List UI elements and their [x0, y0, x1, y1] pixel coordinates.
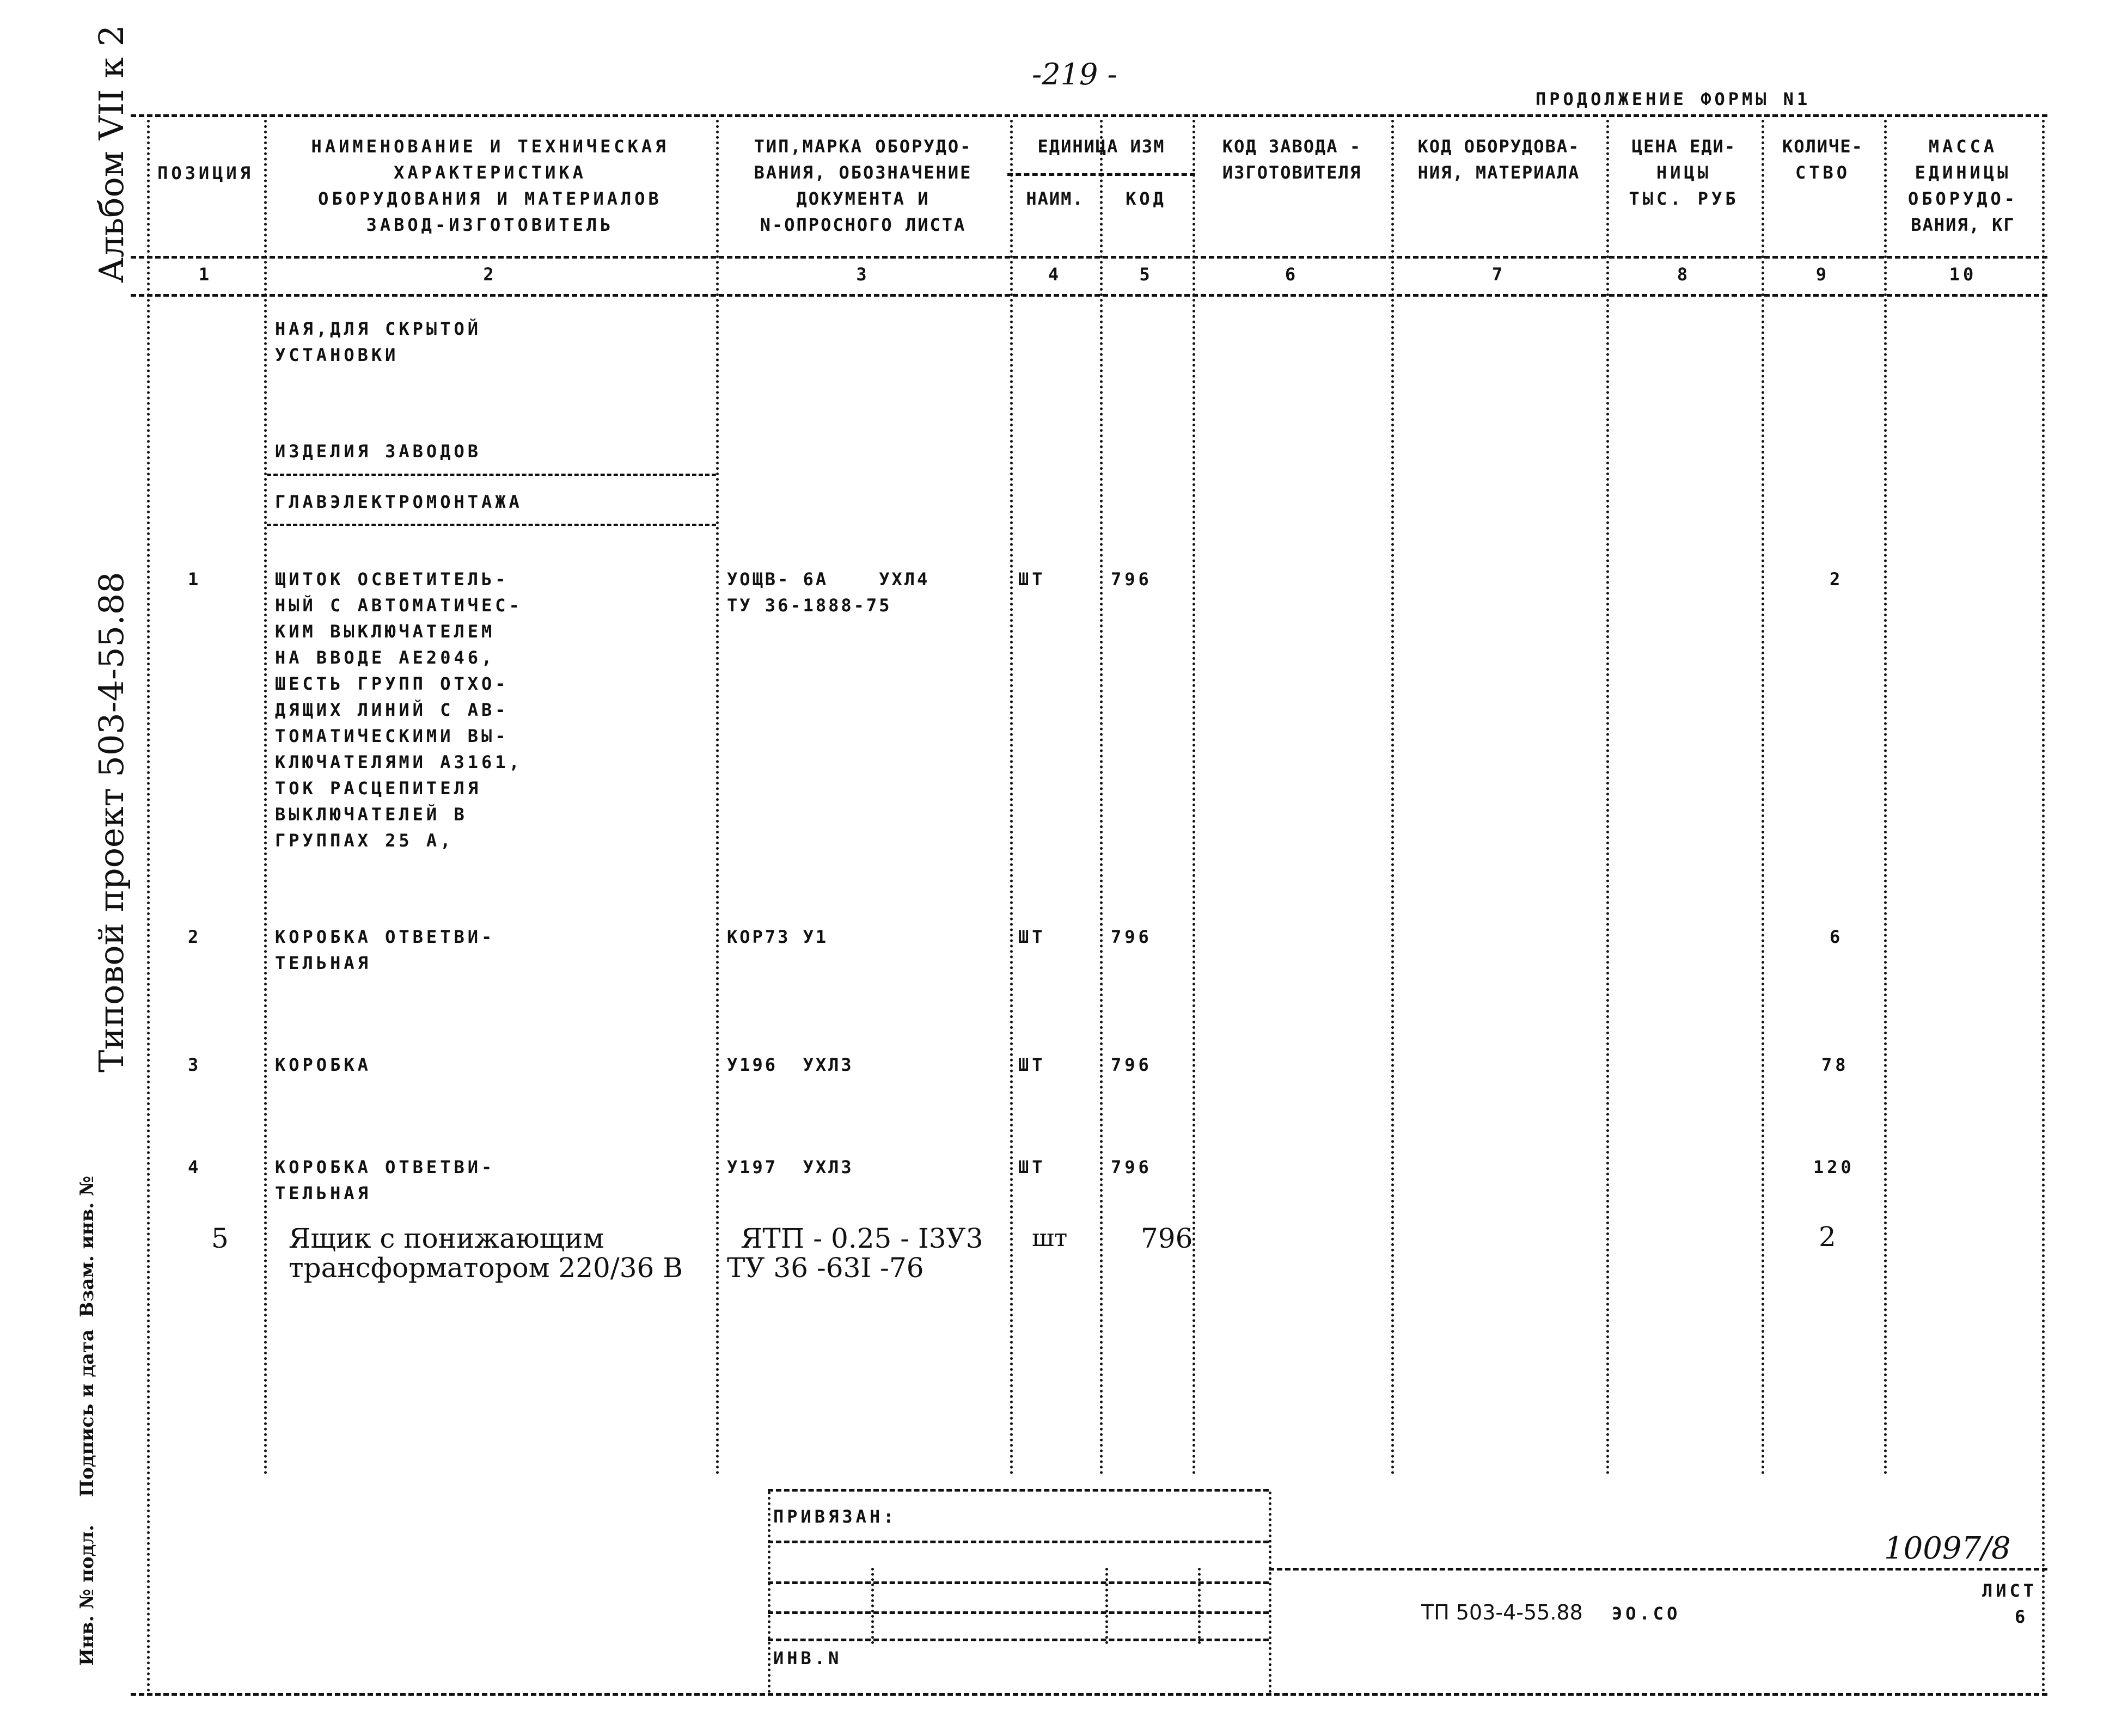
row-1-name-line8: КЛЮЧАТЕЛЯМИ А3161, — [275, 752, 523, 772]
row-5-qty: 2 — [1819, 1221, 1836, 1253]
section-heading-line2: ГЛАВЭЛЕКТРОМОНТАЖА — [275, 492, 523, 512]
section-heading-line1: ИЗДЕЛИЯ ЗАВОДОВ — [275, 441, 481, 462]
col-header-8-line3: ТЫС. РУБ — [1629, 188, 1739, 209]
row-2-name-line1: КОРОБКА ОТВЕТВИ- — [275, 927, 496, 947]
col-number-1: 1 — [198, 264, 213, 285]
col-header-6-line2: ИЗГОТОВИТЕЛЯ — [1222, 162, 1362, 183]
col-sep-3 — [1010, 120, 1013, 1475]
stamp-top-rule — [768, 1489, 1269, 1492]
col-number-3: 3 — [856, 264, 870, 285]
col-number-10: 10 — [1949, 264, 1977, 285]
row-3-code: 796 — [1111, 1054, 1152, 1075]
col-number-4: 4 — [1048, 264, 1062, 285]
col-header-3-line4: N-ОПРОСНОГО ЛИСТА — [760, 214, 967, 235]
row-4-name-line2: ТЕЛЬНАЯ — [275, 1183, 371, 1204]
col-sep-6 — [1391, 120, 1394, 1475]
col-header-7-line2: НИЯ, МАТЕРИАЛА — [1417, 162, 1580, 183]
row-1-name-line3: КИМ ВЫКЛЮЧАТЕЛЕМ — [275, 621, 496, 642]
col-header-8-line1: ЦЕНА ЕДИ- — [1631, 136, 1736, 157]
row-5-type-line2: ТУ 36 -63I -76 — [727, 1252, 924, 1284]
page-number: -219 - — [1032, 57, 1117, 91]
row-2-unit: ШТ — [1018, 927, 1046, 947]
col-number-5: 5 — [1139, 264, 1153, 285]
col-header-10-line4: ВАНИЯ, КГ — [1911, 214, 2015, 235]
intro-text-line2: УСТАНОВКИ — [275, 345, 399, 365]
row-1-unit: ШТ — [1018, 569, 1046, 590]
header-bottom-rule — [131, 256, 2047, 259]
col-sep-8 — [1762, 120, 1764, 1475]
col-number-6: 6 — [1285, 264, 1299, 285]
col-number-7: 7 — [1491, 264, 1506, 285]
section-rule-2 — [267, 524, 716, 526]
row-4-code: 796 — [1111, 1157, 1152, 1177]
stamp-rule-3 — [768, 1611, 1269, 1614]
col-number-8: 8 — [1677, 264, 1691, 285]
stamp-rule-4 — [768, 1639, 1269, 1641]
row-2-type: КОР73 У1 — [727, 927, 829, 947]
row-4-unit: ШТ — [1018, 1157, 1046, 1177]
stamp-doc-suffix: ЭО.СО — [1612, 1603, 1681, 1624]
stamp-rule-2 — [768, 1581, 1269, 1584]
row-1-name-line2: НЫЙ С АВТОМАТИЧЕС- — [275, 595, 523, 616]
col-sep-9 — [1884, 120, 1887, 1475]
col-number-9: 9 — [1815, 264, 1830, 285]
col-header-6-line1: КОД ЗАВОДА - — [1222, 136, 1362, 157]
row-1-position: 1 — [188, 569, 202, 590]
row-1-qty: 2 — [1830, 569, 1844, 590]
row-1-name-line1: ЩИТОК ОСВЕТИТЕЛЬ- — [275, 569, 509, 590]
col-header-8-line2: НИЦЫ — [1656, 162, 1712, 183]
col-header-9-line2: СТВО — [1795, 162, 1851, 183]
row-1-type-line1: УОЩВ- 6А УХЛ4 — [727, 569, 930, 590]
row-3-type: У196 УХЛ3 — [727, 1054, 854, 1075]
row-1-name-line9: ТОК РАСЦЕПИТЕЛЯ — [275, 778, 481, 799]
row-4-type: У197 УХЛ3 — [727, 1157, 854, 1177]
row-3-unit: ШТ — [1018, 1054, 1046, 1075]
continuation-title: ПРОДОЛЖЕНИЕ ФОРМЫ N1 — [1536, 89, 1811, 109]
col-sep-left — [147, 120, 150, 1693]
col-header-2-line2: ХАРАКТЕРИСТИКА — [394, 162, 586, 183]
col-sep-right — [2042, 120, 2045, 1693]
row-3-position: 3 — [188, 1054, 202, 1075]
row-1-code: 796 — [1111, 569, 1152, 590]
row-4-qty: 120 — [1813, 1157, 1855, 1177]
row-2-name-line2: ТЕЛЬНАЯ — [275, 953, 371, 973]
col-header-3-line2: ВАНИЯ, ОБОЗНАЧЕНИЕ — [754, 162, 973, 183]
col-header-3-line3: ДОКУМЕНТА И — [796, 188, 930, 209]
stamp-label-sign: Подпись и дата — [76, 1329, 98, 1497]
stamp-cell-sep-1 — [871, 1568, 874, 1644]
stamp-label-inv: Инв. № подл. — [76, 1524, 98, 1666]
stamp-cell-sep-2 — [1105, 1568, 1108, 1644]
stamp-right-rule — [1269, 1492, 1271, 1693]
row-4-name-line1: КОРОБКА ОТВЕТВИ- — [275, 1157, 496, 1177]
col-header-3-line1: ТИП,МАРКА ОБОРУДО- — [754, 136, 973, 157]
col-sep-4 — [1100, 120, 1103, 1475]
col-header-10-line3: ОБОРУДО- — [1907, 188, 2019, 209]
row-5-type-line1: ЯТП - 0.25 - I3У3 — [741, 1223, 983, 1254]
row-5-unit: шт — [1032, 1224, 1068, 1252]
stamp-archive-number: 10097/8 — [1884, 1531, 2011, 1566]
col-header-2-line3: ОБОРУДОВАНИЯ И МАТЕРИАЛОВ — [318, 188, 662, 209]
table-top-rule — [131, 114, 2047, 117]
project-label: Типовой проект 503-4-55.88 — [91, 572, 131, 1072]
stamp-doc-rule — [1269, 1568, 2047, 1571]
col-sep-1 — [264, 120, 267, 1475]
stamp-inv-label: ИНВ.N — [773, 1648, 842, 1668]
section-rule-1 — [267, 474, 716, 476]
intro-text-line1: НАЯ,ДЛЯ СКРЫТОЙ — [275, 318, 481, 339]
album-label: Альбом VII к 2 — [91, 24, 131, 283]
row-1-name-line6: ДЯЩИХ ЛИНИЙ С АВ- — [275, 700, 509, 720]
row-4-position: 4 — [188, 1157, 202, 1177]
stamp-label-replace: Взам. инв. № — [76, 1175, 98, 1317]
row-5-code: 796 — [1141, 1223, 1193, 1254]
row-1-type-line2: ТУ 36-1888-75 — [727, 595, 892, 616]
table-bottom-rule — [131, 1693, 2047, 1696]
col-number-2: 2 — [483, 264, 497, 285]
col-sep-5 — [1193, 120, 1195, 1475]
col-header-10-line1: МАССА — [1928, 136, 1998, 157]
row-1-name-line5: ШЕСТЬ ГРУПП ОТХО- — [275, 673, 509, 694]
col-sep-7 — [1606, 120, 1609, 1475]
col-header-2-line1: НАИМЕНОВАНИЕ И ТЕХНИЧЕСКАЯ — [311, 136, 669, 157]
row-2-code: 796 — [1111, 927, 1152, 947]
stamp-left-rule — [768, 1492, 770, 1693]
col-header-1: ПОЗИЦИЯ — [157, 163, 254, 183]
col-header-5: КОД — [1126, 188, 1167, 209]
stamp-cell-sep-3 — [1198, 1568, 1201, 1644]
stamp-rule-1 — [768, 1541, 1269, 1543]
colnum-bottom-rule — [131, 294, 2047, 297]
col-header-7-line1: КОД ОБОРУДОВА- — [1417, 136, 1580, 157]
row-3-name: КОРОБКА — [275, 1054, 371, 1075]
col-header-2-line4: ЗАВОД-ИЗГОТОВИТЕЛЬ — [366, 214, 614, 235]
col-sep-2 — [716, 120, 719, 1475]
col-header-4: НАИМ. — [1026, 188, 1084, 209]
stamp-bound-label: ПРИВЯЗАН: — [773, 1506, 897, 1527]
col-header-9-line1: КОЛИЧЕ- — [1782, 136, 1863, 157]
row-3-qty: 78 — [1821, 1054, 1849, 1075]
row-5-name-line1: Ящик с понижающим — [289, 1223, 604, 1254]
col-header-10-line2: ЕДИНИЦЫ — [1915, 162, 2011, 183]
stamp-sheet-number: 6 — [2015, 1606, 2029, 1627]
row-2-position: 2 — [188, 927, 202, 947]
row-5-position: 5 — [211, 1223, 229, 1254]
row-1-name-line4: НА ВВОДЕ АЕ2046, — [275, 647, 496, 668]
stamp-doc-number: ТП 503-4-55.88 — [1421, 1600, 1583, 1624]
row-1-name-line11: ГРУППАХ 25 А, — [275, 830, 454, 851]
row-2-qty: 6 — [1830, 927, 1844, 947]
row-5-name-line2: трансформатором 220/36 В — [289, 1252, 683, 1284]
row-1-name-line10: ВЫКЛЮЧАТЕЛЕЙ В — [275, 804, 468, 825]
row-1-name-line7: ТОМАТИЧЕСКИМИ ВЫ- — [275, 726, 509, 746]
stamp-sheet-label: ЛИСТ — [1982, 1580, 2038, 1601]
unit-group-header: ЕДИНИЦА ИЗМ — [1037, 136, 1165, 157]
